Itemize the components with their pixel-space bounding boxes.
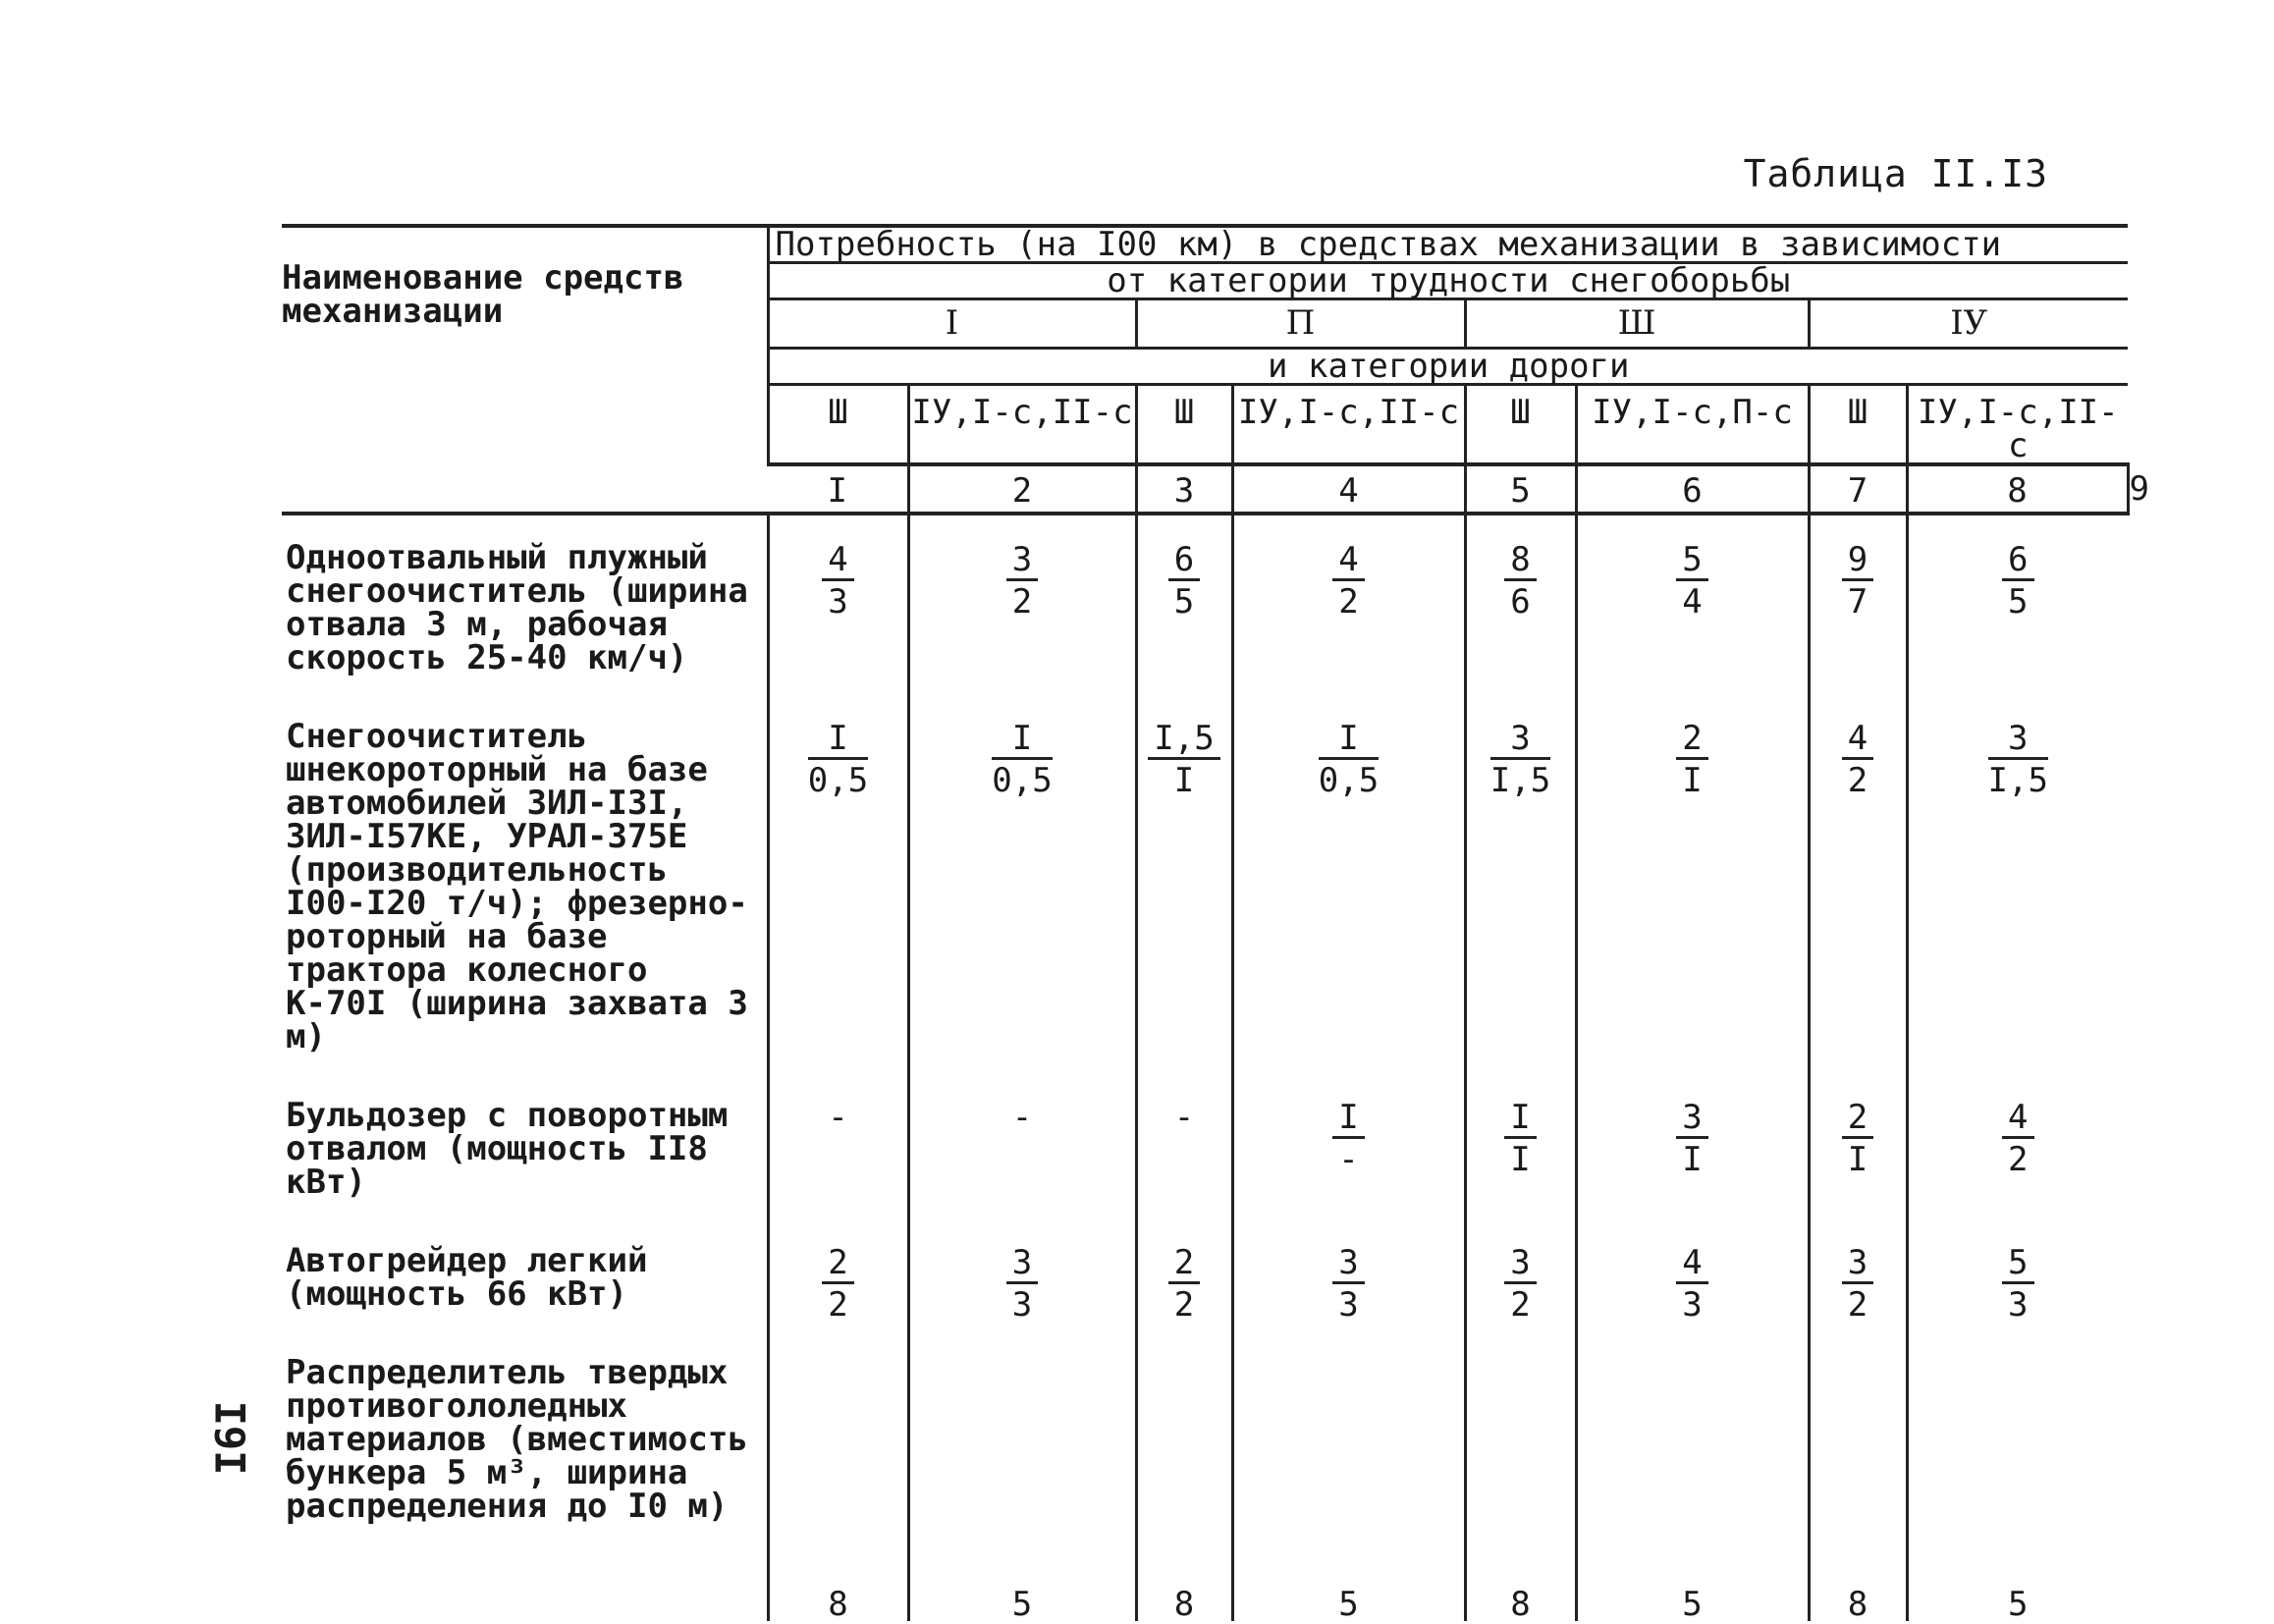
fraction-value (1332, 1098, 1364, 1179)
fraction-denominator: 4 (1682, 582, 1703, 622)
fraction-denominator: 0,5 (1318, 761, 1380, 800)
fraction-value (1168, 540, 1200, 622)
fraction-value (1332, 540, 1364, 622)
value-cell (768, 1218, 908, 1330)
value-cell (1232, 1073, 1465, 1218)
fraction-denominator: I,5 (1489, 761, 1551, 800)
fraction-denominator: 0,5 (992, 761, 1053, 800)
value-cell (1136, 1330, 1232, 1624)
value-cell (1232, 1330, 1465, 1624)
col-number-3: 3 (1136, 464, 1232, 514)
header-road-title: и категории дороги (768, 349, 2128, 385)
fraction-denominator: I (1510, 1140, 1531, 1179)
value-cell (1809, 1218, 1907, 1330)
fraction-numerator: 3 (1842, 1246, 1873, 1284)
fraction-numerator: 6 (2002, 543, 2033, 581)
table-caption: Таблица II.I3 (1743, 152, 2048, 195)
fraction-numerator: 3 (1332, 1246, 1364, 1284)
fraction-value (1676, 1243, 1707, 1325)
value-cell (908, 1218, 1136, 1330)
row-equipment-name: Автогрейдер легкий (мощность 66 кВт) (286, 1241, 648, 1314)
fraction-numerator: 2 (822, 1246, 853, 1284)
table-row (282, 1218, 2128, 1330)
table-row (282, 1330, 2128, 1621)
header-snow-category-2: П (1136, 299, 1465, 349)
value-cell (1465, 694, 1576, 1073)
fraction-value (1842, 719, 1873, 800)
fraction-value (1168, 1243, 1200, 1325)
fraction-denominator: 6 (1510, 582, 1531, 622)
fraction-value (822, 1243, 853, 1325)
col-number-7: 7 (1809, 464, 1907, 514)
fraction-value (1842, 1243, 1873, 1325)
header-snow-category-4: IУ (1809, 299, 2128, 349)
fraction-numerator: 3 (1988, 722, 2048, 760)
value-cell (1465, 1330, 1576, 1624)
header-snow-category-3: Ш (1465, 299, 1809, 349)
value-cell (1232, 694, 1465, 1073)
fraction-denominator: 7 (1847, 582, 1868, 622)
fraction-numerator: 3 (1504, 1246, 1536, 1284)
value-cell (1907, 1218, 2128, 1330)
single-value: 5 (1338, 1585, 1359, 1624)
value-cell (768, 514, 908, 694)
fraction-value (1842, 1098, 1873, 1179)
row-equipment-name: Снегоочиститель шнекороторный на базе автомобилей ЗИЛ-I3I, ЗИЛ-I57КЕ, УРАЛ-375Е (производительность I00-I20 т/ч); фрезерно-роторный на базе трактора колесного К-70I (ширина захвата 3 м) (286, 717, 748, 1056)
value-cell (768, 694, 908, 1073)
value-cell (1907, 1073, 2128, 1218)
value-cell (1465, 514, 1576, 694)
dash-value: - (1173, 1098, 1195, 1137)
value-cell (1465, 1073, 1576, 1218)
single-value: 5 (2008, 1585, 2029, 1624)
fraction-value (992, 719, 1053, 800)
table-row (282, 694, 2128, 1073)
fraction-denominator: 2 (1173, 1285, 1195, 1325)
fraction-denominator: 2 (828, 1285, 848, 1325)
value-cell (1576, 1330, 1809, 1624)
value-cell (768, 1073, 908, 1218)
header-snow-category-1: I (768, 299, 1136, 349)
fraction-value (1148, 719, 1219, 800)
fraction-denominator: 5 (2008, 582, 2029, 622)
fraction-numerator: 4 (2002, 1101, 2033, 1139)
header-name-column: Наименование средств механизации (282, 226, 768, 514)
value-cell (1907, 1330, 2128, 1624)
fraction-numerator: 2 (1168, 1246, 1200, 1284)
header-road-category-7: Ш (1809, 385, 1907, 465)
single-value: 5 (1011, 1585, 1033, 1624)
fraction-numerator: 3 (1006, 543, 1038, 581)
single-value: 5 (1682, 1585, 1703, 1624)
fraction-numerator: 5 (2002, 1246, 2033, 1284)
header-road-category-4: IУ,I-с,II-с (1232, 385, 1465, 465)
fraction-denominator: 3 (1338, 1285, 1359, 1325)
fraction-value (1006, 540, 1038, 622)
fraction-value (1489, 719, 1551, 800)
value-cell (1809, 1073, 1907, 1218)
value-cell (908, 694, 1136, 1073)
fraction-value (1842, 540, 1873, 622)
fraction-value (1006, 1243, 1038, 1325)
value-cell (1809, 694, 1907, 1073)
fraction-denominator: 3 (2008, 1285, 2029, 1325)
table-row (282, 1073, 2128, 1218)
mechanization-table: Наименование средств механизации Потребность (на I00 км) в средствах механизации в зависимости от категории трудности снегоборьбы I П Ш IУ и категории дороги Ш IУ,I-с,II-с Ш IУ,I-с,II-с Ш IУ,I-с,П-с Ш IУ,I-с,II-с I 2 3 4 5 6 7 8 9 Одноотвальный плужный снегоочиститель (ширина отвала 3 м, рабочая скорость 25-40 км/ч) $\frac{4}{3}$ $\frac{3}{2}$ $\frac{6}{5}$ $\frac{4}{2}$ $\frac{8}{6}$ $\frac{5}{4}$ $\frac{9}{7}$ $\frac{6}{5}$ Снегоочиститель шнекороторный на базе автомобилей ЗИЛ-I3I, ЗИЛ-I57КЕ, УРАЛ-375Е (производительность I00-I20 т/ч); фрезерно-роторный на базе трактора колесного К-70I (ширина захвата 3 м) $\frac{I}{0,5}$ $\frac{I}{0,5}$ $\frac{I,5}{I}$ $\frac{I}{0,5}$ $\frac{3}{I,5}$ $\frac{2}{I}$ $\frac{4}{2}$ $\frac{3}{I,5}$ Бульдозер с поворотным отвалом (мощность II8 кВт) - - - $\frac{I}{-}$ $\frac{I}{I}$ $\frac{3}{I}$ $\frac{2}{I}$ $\frac{4}{2}$ Автогрейдер легкий (мощность 66 кВт) $\frac{2}{2}$ $\frac{3}{3}$ $\frac{2}{2}$ $\frac{3}{3}$ $\frac{3}{2}$ $\frac{4}{3}$ $\frac{3}{2}$ $\frac{5}{3}$ Распределитель твердых противогололедных материалов (вместимость бункера 5 м³, ширина распределения до I0 м) 8 5 8 5 8 5 8 5 (282, 225, 2150, 1624)
fraction-denominator: 2 (2008, 1140, 2029, 1179)
value-cell (1907, 514, 2128, 694)
fraction-numerator: I (808, 722, 868, 760)
fraction-numerator: 8 (1504, 543, 1536, 581)
header-need-title-line2: от категории трудности снегоборьбы (768, 263, 2128, 299)
fraction-value (2002, 1098, 2033, 1179)
fraction-numerator: 3 (1676, 1101, 1707, 1139)
fraction-numerator: 4 (822, 543, 853, 581)
fraction-numerator: 2 (1842, 1101, 1873, 1139)
fraction-value (1318, 719, 1380, 800)
value-cell (1576, 1073, 1809, 1218)
col-number-2: 2 (908, 464, 1136, 514)
fraction-denominator: 3 (1011, 1285, 1033, 1325)
value-cell (1809, 514, 1907, 694)
fraction-value (822, 540, 853, 622)
value-cell (1465, 1218, 1576, 1330)
fraction-numerator: 4 (1676, 1246, 1707, 1284)
header-road-category-3: Ш (1136, 385, 1232, 465)
fraction-denominator: 2 (1510, 1285, 1531, 1325)
fraction-denominator: I (1682, 1140, 1703, 1179)
value-cell (908, 514, 1136, 694)
fraction-value (1504, 1098, 1536, 1179)
fraction-numerator: 2 (1676, 722, 1707, 760)
single-value: 8 (1847, 1585, 1868, 1624)
fraction-numerator: 3 (1006, 1246, 1038, 1284)
fraction-value (807, 719, 869, 800)
value-cell (1136, 1218, 1232, 1330)
fraction-numerator: 3 (1490, 722, 1550, 760)
value-cell (1576, 1218, 1809, 1330)
fraction-numerator: 9 (1842, 543, 1873, 581)
single-value: 8 (1173, 1585, 1195, 1624)
fraction-value (1676, 719, 1707, 800)
header-road-category-2: IУ,I-с,II-с (908, 385, 1136, 465)
fraction-value (2002, 1243, 2033, 1325)
fraction-value (1332, 1243, 1364, 1325)
header-road-category-1: Ш (768, 385, 908, 465)
fraction-denominator: 3 (1682, 1285, 1703, 1325)
fraction-numerator: I (1504, 1101, 1536, 1139)
value-cell (908, 1073, 1136, 1218)
col-number-1: I (768, 464, 908, 514)
fraction-numerator: 4 (1332, 543, 1364, 581)
header-road-category-8: IУ,I-с,II-с (1907, 385, 2128, 465)
fraction-numerator: 5 (1676, 543, 1707, 581)
row-equipment-name: Бульдозер с поворотным отвалом (мощность II8 кВт) (286, 1096, 729, 1202)
fraction-denominator: 2 (1011, 582, 1033, 622)
fraction-denominator: 0,5 (807, 761, 869, 800)
header-road-category-6: IУ,I-с,П-с (1576, 385, 1809, 465)
col-number-5: 5 (1465, 464, 1576, 514)
value-cell (1232, 1218, 1465, 1330)
value-cell (1576, 514, 1809, 694)
page-number: I9I (205, 1400, 254, 1476)
row-equipment-name: Распределитель твердых противогололедных материалов (вместимость бункера 5 м³, ширина распределения до I0 м) (286, 1353, 748, 1526)
value-cell (1907, 694, 2128, 1073)
single-value: 8 (828, 1585, 848, 1624)
fraction-denominator: 2 (1847, 1285, 1868, 1325)
value-cell (1232, 514, 1465, 694)
fraction-denominator: - (1338, 1140, 1359, 1179)
col-number-6: 6 (1576, 464, 1809, 514)
header-need-title-line1: Потребность (на I00 км) в средствах механизации в зависимости (768, 226, 2128, 263)
fraction-value (1676, 1098, 1707, 1179)
row-equipment-name: Одноотвальный плужный снегоочиститель (ширина отвала 3 м, рабочая скорость 25-40 км/ч) (286, 538, 748, 677)
header-road-category-5: Ш (1465, 385, 1576, 465)
fraction-value (1504, 540, 1536, 622)
fraction-numerator: I,5 (1148, 722, 1219, 760)
fraction-numerator: I (1332, 1101, 1364, 1139)
fraction-denominator: 2 (1338, 582, 1359, 622)
fraction-numerator: 6 (1168, 543, 1200, 581)
value-cell (768, 1330, 908, 1624)
fraction-numerator: I (992, 722, 1052, 760)
fraction-denominator: 2 (1847, 761, 1868, 800)
fraction-denominator: I (1173, 761, 1195, 800)
single-value: 8 (1510, 1585, 1531, 1624)
dash-value: - (828, 1098, 848, 1137)
value-cell (908, 1330, 1136, 1624)
fraction-denominator: I (1847, 1140, 1868, 1179)
dash-value: - (1011, 1098, 1033, 1137)
value-cell (1136, 694, 1232, 1073)
col-number-4: 4 (1232, 464, 1465, 514)
fraction-numerator: 4 (1842, 722, 1873, 760)
fraction-denominator: 3 (828, 582, 848, 622)
fraction-value (1676, 540, 1707, 622)
value-cell (1136, 1073, 1232, 1218)
table-row (282, 514, 2128, 694)
col-number-8: 8 (1907, 464, 2128, 514)
fraction-value (1504, 1243, 1536, 1325)
fraction-denominator: I (1682, 761, 1703, 800)
fraction-denominator: 5 (1173, 582, 1195, 622)
fraction-value (2002, 540, 2033, 622)
fraction-denominator: I,5 (1987, 761, 2048, 800)
value-cell (1136, 514, 1232, 694)
fraction-value (1987, 719, 2048, 800)
value-cell (1576, 694, 1809, 1073)
fraction-numerator: I (1319, 722, 1379, 760)
value-cell (1809, 1330, 1907, 1624)
